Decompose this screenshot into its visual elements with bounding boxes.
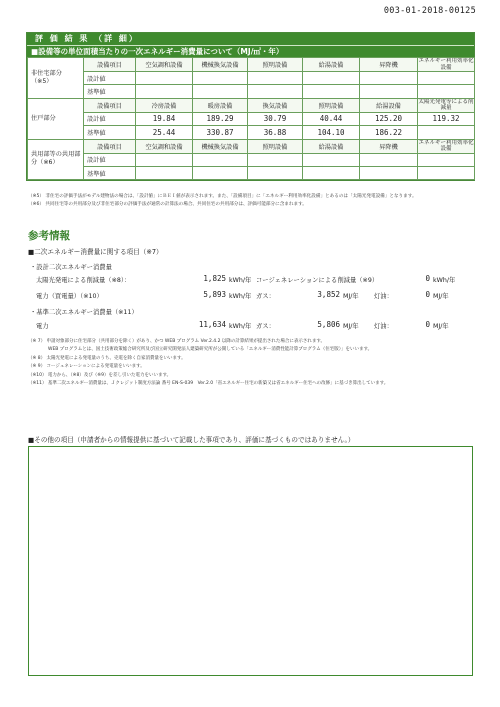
design-energy-heading: ・設計二次エネルギー消費量	[30, 264, 112, 271]
value-cell	[136, 153, 193, 166]
gas-value: 3,852	[317, 290, 340, 299]
power-unit: kWh/年	[229, 293, 252, 300]
header-cell: 照明設備	[248, 58, 303, 72]
value-cell	[136, 166, 193, 179]
reference-notes	[28, 338, 478, 388]
pv-value: 1,825	[203, 274, 226, 283]
other-items-box	[28, 446, 473, 676]
other-items-title: ■その他の項目（申請者からの情報提供に基づいて記載した事項であり、評価に基づくものではありません。）	[28, 436, 355, 444]
header-cell: 設備項目	[84, 139, 136, 153]
std-gas-value: 5,806	[317, 320, 340, 329]
std-kerosene-label: 灯油：	[374, 323, 393, 330]
header-cell: 空気調和設備	[136, 139, 193, 153]
note-line: （※ 8） 太陽光発電による発電量のうち、売電を除く自家消費量をいいます。	[28, 355, 186, 361]
value-cell: 330.87	[193, 126, 248, 139]
header-cell: 昇降機	[360, 58, 418, 72]
evaluation-result-heading: 評 価 結 果 （詳 細）	[27, 33, 474, 45]
header-cell: 機械換気設備	[193, 58, 248, 72]
energy-table	[27, 57, 475, 180]
value-cell: 36.88	[248, 126, 303, 139]
value-cell: 104.10	[303, 126, 360, 139]
header-cell: 暖房設備	[193, 98, 248, 112]
gas-label: ガス：	[256, 293, 275, 300]
header-cell: 機械換気設備	[193, 139, 248, 153]
value-cell: 40.44	[303, 112, 360, 125]
table-row	[28, 85, 475, 98]
header-cell: 給湯設備	[303, 139, 360, 153]
table-row	[28, 98, 475, 112]
value-cell: 25.44	[136, 126, 193, 139]
residential-label: 住戸部分	[28, 98, 84, 139]
header-cell: 給湯設備	[360, 98, 418, 112]
value-cell	[193, 72, 248, 85]
value-cell	[248, 166, 303, 179]
header-cell: エネルギー利用効率化設備	[418, 139, 474, 153]
power-label: 電力（買電量）（※10）	[36, 293, 103, 300]
reference-subtitle: ■二次エネルギー消費量に関する項目（※7）	[28, 248, 163, 256]
value-cell	[248, 85, 303, 98]
value-cell	[418, 166, 475, 179]
evaluation-result-frame	[26, 32, 475, 181]
value-cell: 186.22	[360, 126, 418, 139]
result-notes	[28, 193, 478, 209]
cogen-label: コージェネレーションによる削減量（※9）	[256, 277, 379, 284]
row-label: 設計値	[84, 153, 136, 166]
table-row	[28, 112, 475, 125]
value-cell	[303, 85, 360, 98]
value-cell: 19.84	[136, 112, 193, 125]
value-cell	[303, 153, 360, 166]
kerosene-unit: MJ/年	[433, 293, 449, 300]
std-gas-label: ガス：	[256, 323, 275, 330]
header-cell: 給湯設備	[303, 58, 360, 72]
table-row	[28, 72, 475, 85]
value-cell	[360, 72, 418, 85]
value-cell	[360, 153, 418, 166]
pv-reduction-line	[36, 275, 130, 284]
value-cell	[248, 72, 303, 85]
value-cell	[136, 85, 193, 98]
header-cell: 冷房設備	[136, 98, 193, 112]
value-cell: 125.20	[360, 112, 418, 125]
header-cell: 昇降機	[360, 139, 418, 153]
std-kerosene-unit: MJ/年	[433, 323, 449, 330]
value-cell: 189.29	[193, 112, 248, 125]
row-label: 設計値	[84, 72, 136, 85]
table-row	[28, 153, 475, 166]
table-row	[28, 126, 475, 139]
document-id: 003-01-2018-00125	[383, 6, 476, 16]
table-row	[28, 139, 475, 153]
cogen-unit: kWh/年	[433, 277, 456, 284]
header-cell: 設備項目	[84, 58, 136, 72]
header-cell: 換気設備	[248, 98, 303, 112]
note-line: （※6） 共同住宅等の共用部分及び非住宅部分の評価手法が通常の計算法の場合、共同住宅の共用部分は、評価可能部分に含まれます。	[28, 202, 307, 207]
row-label: 基準値	[84, 126, 136, 139]
value-cell	[303, 72, 360, 85]
note-line: WEB プログラムとは、国土技術政策総合研究所及び国立研究開発法人建築研究所が公開している「エネルギー消費性能計算プログラム（住宅版）」をいいます。	[48, 347, 373, 353]
cogen-value: 0	[425, 274, 430, 283]
value-cell	[303, 166, 360, 179]
value-cell	[418, 85, 475, 98]
kerosene-label: 灯油：	[374, 293, 393, 300]
note-line: （※11） 基準二次エネルギー消費量は、Ｊクレジット制度方法論 番号 EN-S-039 Ver.2.0「省エネルギー住宅の新築又は省エネルギー住宅への改修」に基づき算出しています。	[28, 381, 389, 387]
value-cell	[360, 166, 418, 179]
value-cell	[360, 85, 418, 98]
header-cell: エネルギー利用効率化設備	[418, 58, 474, 71]
energy-per-area-heading: ■設備等の単位面積当たりの一次エネルギー消費量について（MJ/㎡・年）	[27, 45, 474, 57]
table-row	[28, 166, 475, 179]
note-line: （※ 9） コージェネレーションによる発電量をいいます。	[28, 364, 145, 370]
value-cell: 30.79	[248, 112, 303, 125]
std-power-label: 電力	[36, 323, 49, 330]
power-value: 5,893	[203, 290, 226, 299]
header-cell: 空気調和設備	[136, 58, 193, 72]
note-line: （※ 7） 申請対象部分に住宅部分（共用部分を除く）があり、かつ WEB プログラム Ver.2.4.2 以降の計算結果が提出された場合に表示されます。	[28, 339, 326, 344]
reference-title: 参考情報	[28, 230, 70, 242]
std-kerosene-value: 0	[425, 320, 430, 329]
std-gas-unit: MJ/年	[343, 323, 359, 330]
pv-label: 太陽光発電による削減量（※8）：	[36, 277, 131, 284]
kerosene-value: 0	[425, 290, 430, 299]
value-cell	[248, 153, 303, 166]
value-cell	[136, 72, 193, 85]
value-cell	[418, 153, 475, 166]
pv-unit: kWh/年	[229, 277, 252, 284]
table-row	[28, 58, 475, 72]
non-residential-label: 非住宅部分 （※5）	[28, 58, 84, 99]
common-area-label: 共用部等の共用部分（※6）	[28, 139, 84, 180]
value-cell	[193, 166, 248, 179]
value-cell	[418, 126, 475, 139]
note-line: （※10） 電力から、（※8）及び（※9）を差し引いた電力をいいます。	[28, 372, 172, 378]
std-power-value: 11,634	[198, 320, 226, 329]
row-label: 基準値	[84, 85, 136, 98]
value-cell	[193, 85, 248, 98]
row-label: 基準値	[84, 166, 136, 179]
row-label: 設計値	[84, 112, 136, 125]
std-power-unit: kWh/年	[229, 323, 252, 330]
value-cell: 119.32	[418, 112, 475, 125]
header-cell: 照明設備	[303, 98, 360, 112]
value-cell	[418, 72, 475, 85]
value-cell	[193, 153, 248, 166]
header-cell: 設備項目	[84, 98, 136, 112]
header-cell: 太陽光発電等による削減量	[418, 98, 474, 112]
header-cell: 照明設備	[248, 139, 303, 153]
standard-energy-heading: ・基準二次エネルギー消費量（※11）	[30, 309, 138, 316]
note-line: （※5） 非住宅の評価手法がモデル建物法の場合は、「設計値」にＢＥＩ値が表示されます。また、「設備項目」に「エネルギー利用効率化設備」とあるのは「太陽光発電設備」となります。	[28, 194, 417, 199]
gas-unit: MJ/年	[343, 293, 359, 300]
